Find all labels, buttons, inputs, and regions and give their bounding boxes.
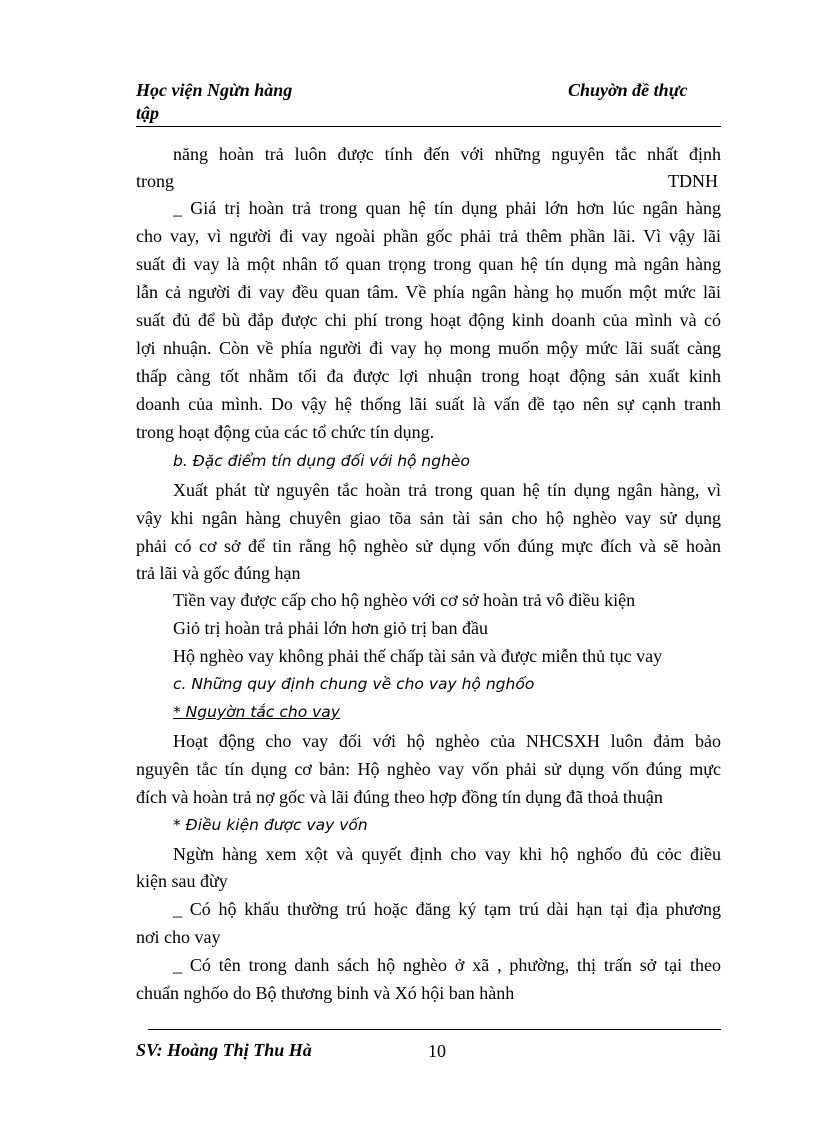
body-line: lợi nhuận. Còn về phía người đi vay họ mong muốn mộy mức lãi suất càng (136, 338, 721, 358)
section-heading-b: b. Đặc điểm tín dụng đối với hộ nghèo (173, 452, 470, 470)
section-heading-c: c. Những quy định chung về cho vay hộ nghốo (173, 675, 535, 693)
body-line: trong (136, 171, 174, 191)
body-line: _ Có tên trong danh sách hộ nghèo ở xã , phường, thị trấn sở tại theo (173, 955, 721, 975)
body-line: kiện sau đừy (136, 871, 228, 891)
subheading-conditions: * Điều kiện được vay vốn (173, 816, 368, 834)
body-line: nguyên tắc tín dụng cơ bản: Hộ nghèo vay vốn phải sử dụng vốn đúng mực (136, 759, 721, 779)
body-line: năng hoàn trả luôn được tính đến với những nguyên tắc nhất định (173, 144, 721, 164)
body-line: cho vay, vì người đi vay ngoài phần gốc phải trả thêm phần lãi. Vì vậy lãi (136, 226, 721, 246)
body-line: Hộ nghèo vay không phải thế chấp tài sản và được miễn thủ tục vay (173, 646, 663, 666)
body-line: phải có cơ sở để tin rằng hộ nghèo sử dụng vốn đúng mực đích và sẽ hoàn (136, 536, 721, 556)
body-line: TDNH (668, 171, 718, 191)
header-left-title-cont: tập (136, 103, 160, 123)
header-left-title: Học viện Ngừn hàng (136, 80, 293, 100)
body-line: Tiền vay được cấp cho hộ nghèo với cơ sở hoàn trả vô điều kiện (173, 590, 636, 610)
body-line: suất đủ để bù đắp được chi phí trong hoạt động kinh doanh của mình và có (136, 310, 721, 330)
footer-student: SV: Hoàng Thị Thu Hà (136, 1040, 312, 1060)
header-right-title: Chuyờn đề thực (568, 80, 688, 100)
page-number: 10 (428, 1041, 446, 1061)
body-line: Ngừn hàng xem xột và quyết định cho vay khi hộ nghốo đủ cỏc điều (173, 844, 721, 864)
body-line: nơi cho vay (136, 927, 221, 947)
body-line: đích và hoàn trả nợ gốc và lãi đúng theo hợp đồng tín dụng đã thoả thuận (136, 787, 663, 807)
body-line: doanh của mình. Do vậy hệ thống lãi suất là vấn đề tạo nên sự cạnh tranh (136, 394, 721, 414)
body-line: lẫn cả người đi vay đều quan tâm. Về phía ngân hàng họ muốn một mức lãi (136, 282, 721, 302)
body-line: Xuất phát từ nguyên tắc hoàn trả trong quan hệ tín dụng ngân hàng, vì (173, 480, 721, 500)
body-line: suất đi vay là một nhân tố quan trọng trong quan hệ tín dụng mà ngân hàng (136, 254, 721, 274)
body-line: _ Giá trị hoàn trả trong quan hệ tín dụng phải lớn hơn lúc ngân hàng (173, 198, 721, 218)
footer-rule (148, 1029, 721, 1030)
header-rule (136, 126, 721, 127)
body-line: vậy khi ngân hàng chuyên giao tõa sản tài sản cho hộ nghèo vay sử dụng (136, 508, 721, 528)
body-line: trả lãi và gốc đúng hạn (136, 563, 301, 583)
subheading-principle: * Nguyờn tắc cho vay (173, 703, 340, 721)
body-line: Hoạt động cho vay đối với hộ nghèo của NHCSXH luôn đảm bảo (173, 731, 721, 751)
body-line: chuẩn nghốo do Bộ thương binh và Xó hội ban hành (136, 983, 515, 1003)
body-line: thấp càng tốt nhằm tối đa được lợi nhuận trong hoạt động sản xuất kinh (136, 366, 721, 386)
body-line: _ Có hộ khẩu thường trú hoặc đăng ký tạm trú dài hạn tại địa phương (173, 899, 721, 919)
body-line: Giỏ trị hoàn trả phải lớn hơn giỏ trị ban đầu (173, 618, 488, 638)
body-line: trong hoạt động của các tổ chức tín dụng. (136, 422, 435, 442)
